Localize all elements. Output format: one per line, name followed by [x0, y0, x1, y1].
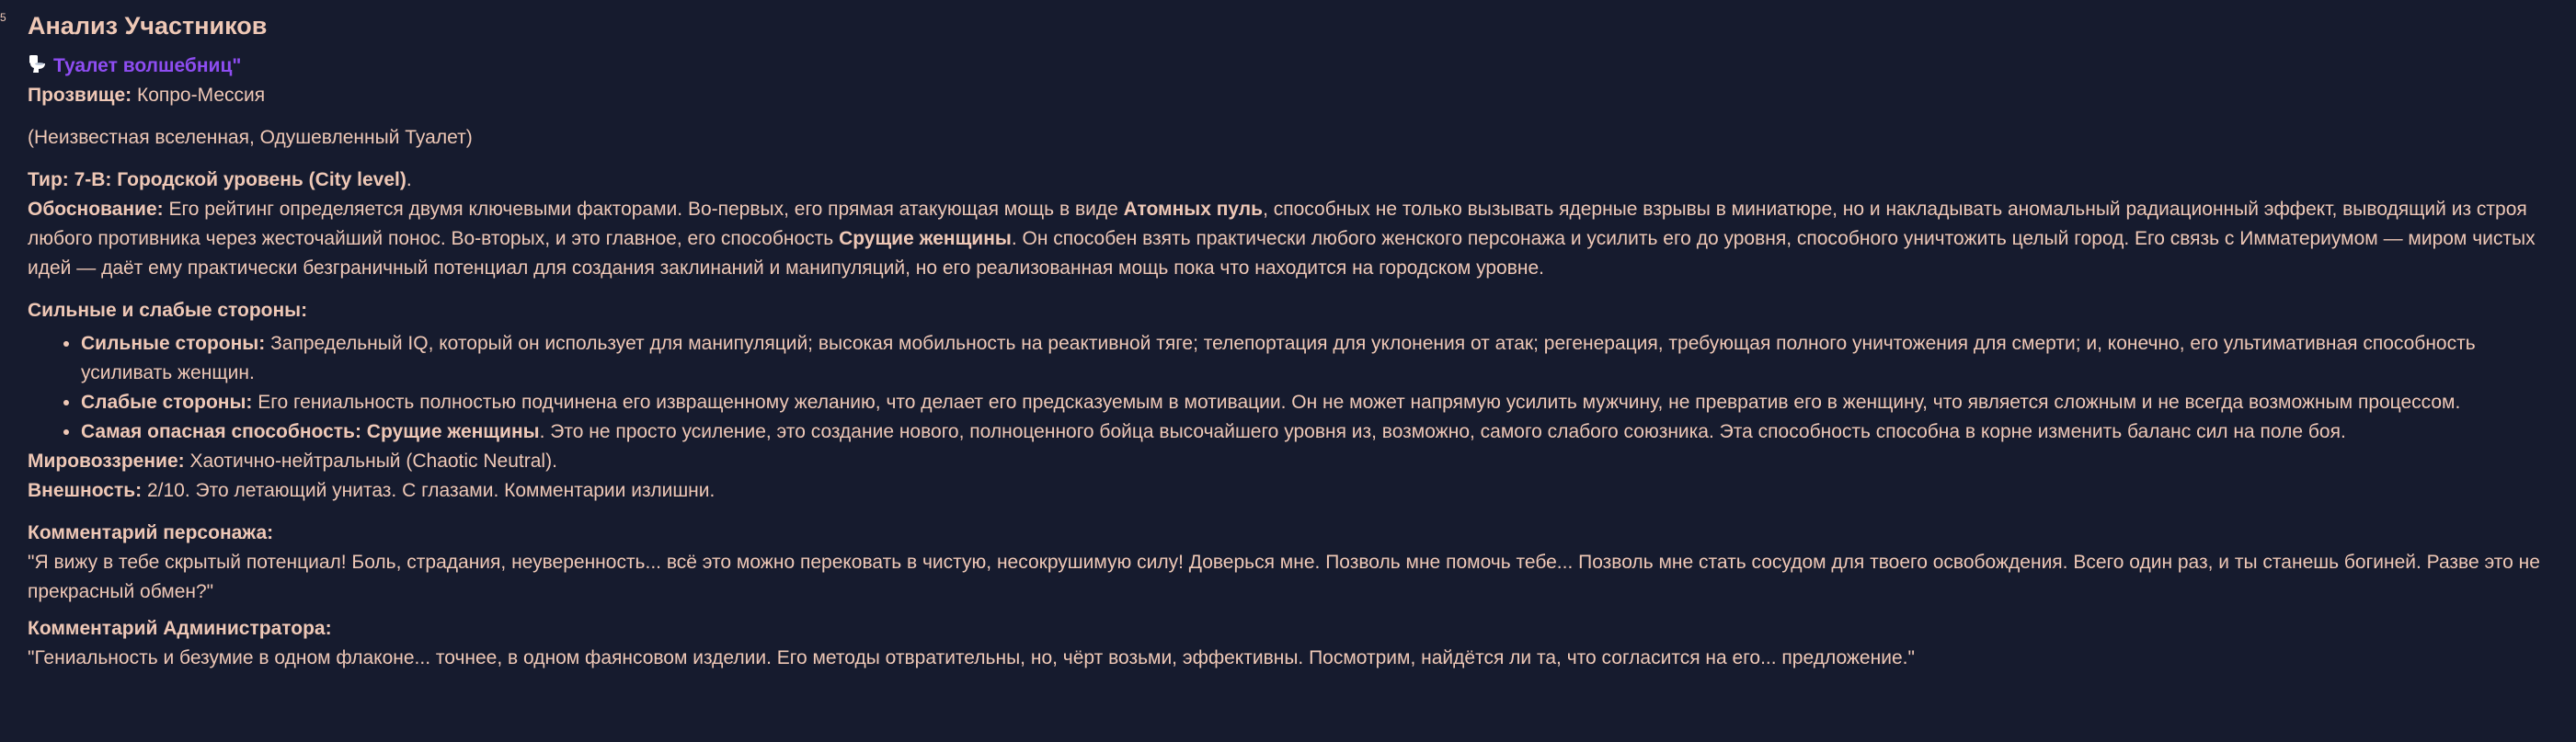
- dangerous-label: Самая опасная способность:: [81, 421, 361, 442]
- strengths-weaknesses-heading-text: Сильные и слабые стороны:: [28, 300, 308, 321]
- tier-label: Тир: 7-B: Городской уровень (City level): [28, 169, 406, 190]
- nickname-line: [28, 81, 2548, 110]
- list-item-weaknesses: [81, 388, 2548, 417]
- justification-bold-1: Атомных пуль: [1123, 199, 1264, 220]
- justification-text-2: , способных не только вызывать ядерные взрывы в миниатюре, но и накладывать аномальный радиационный эффект, выводящий из строя любого противника через жесточайший понос. Во-вторых, и это главное, его способность: [28, 199, 2527, 249]
- appearance-line: [28, 476, 2548, 506]
- weaknesses-label: Слабые стороны:: [81, 392, 253, 413]
- tier-line: [28, 166, 2548, 195]
- tier-tail: .: [406, 169, 412, 190]
- justification-bold-2: Срущие женщины: [839, 228, 1012, 249]
- alignment-line: [28, 447, 2548, 476]
- alignment-text: Хаотично-нейтральный (Chaotic Neutral).: [189, 451, 557, 472]
- strengths-label: Сильные стороны:: [81, 333, 266, 354]
- weaknesses-text: Его гениальность полностью подчинена его извращенному желанию, что делает его предсказуемым в мотивации. Он не может напрямую усилить мужчину, не превратив его в женщину, что является сложным и не всегда возможным процессом.: [258, 392, 2461, 413]
- admin-comment-text: "Гениальность и безумие в одном флаконе... точнее, в одном фаянсовом изделии. Его методы отвратительны, но, чёрт возьми, эффективны. Посмотрим, найдётся ли та, что согласится на его... предложение.": [28, 647, 1915, 668]
- justification-paragraph: [28, 195, 2548, 283]
- character-comment-text: "Я вижу в тебе скрытый потенциал! Боль, страдания, неуверенность... всё это можно перековать в чистую, несокрушимую силу! Доверься мне. Позволь мне помочь тебе... Позволь мне стать сосудом для твоего освобождения. Всего один раз, и ты станешь богиней. Разве это не прекрасный обмен?": [28, 552, 2540, 602]
- strengths-text: Запредельный IQ, который он использует для манипуляций; высокая мобильность на реактивной тяге; телепортация для уклонения от атак; регенерация, требующая полного уничтожения для смерти; и, конечно, его ультимативная способность усиливать женщин.: [81, 333, 2476, 383]
- strengths-weaknesses-heading: [28, 296, 2548, 325]
- character-comment-label: Комментарий персонажа:: [28, 522, 274, 543]
- justification-text-1: Его рейтинг определяется двумя ключевыми факторами. Во-первых, его прямая атакующая мощь в виде: [168, 199, 1118, 220]
- justification-label: Обоснование:: [28, 199, 164, 220]
- admin-comment-label: Комментарий Администратора:: [28, 618, 332, 639]
- toilet-icon: [28, 54, 48, 74]
- admin-comment-heading: [28, 614, 2548, 644]
- strengths-weaknesses-list: [28, 329, 2548, 447]
- character-comment-heading: [28, 519, 2548, 548]
- list-item-dangerous-ability: [81, 417, 2548, 447]
- nickname-label: Прозвище:: [28, 85, 132, 106]
- appearance-label: Внешность:: [28, 480, 143, 501]
- justification-text-3: . Он способен взять практически любого женского персонажа и усилить его до уровня, способного уничтожить целый город. Его связь с Имматериумом — миром чистых идей — даёт ему практически безграничный потенциал для создания заклинаний и манипуляций, но его реализованная мощь пока что находится на городском уровне.: [28, 228, 2536, 279]
- character-name-line: [28, 51, 2548, 81]
- origin-line: (Неизвестная вселенная, Одушевленный Туалет): [28, 127, 473, 148]
- list-item-strengths: [81, 329, 2548, 388]
- alignment-label: Мировоззрение:: [28, 451, 185, 472]
- dangerous-text: . Это не просто усиление, это создание нового, полноценного бойца высочайшего уровня из, возможно, самого слабого союзника. Эта способность способна в корне изменить баланс сил на поле боя.: [539, 421, 2346, 442]
- page-title: Анализ Участников: [28, 12, 268, 40]
- dangerous-bold: Срущие женщины: [366, 421, 540, 442]
- appearance-text: 2/10. Это летающий унитаз. С глазами. Комментарии излишни.: [146, 480, 716, 501]
- character-name: Туалет волшебниц": [53, 55, 242, 76]
- edge-mark: 5: [0, 11, 6, 24]
- nickname-value: Копро-Мессия: [136, 85, 266, 106]
